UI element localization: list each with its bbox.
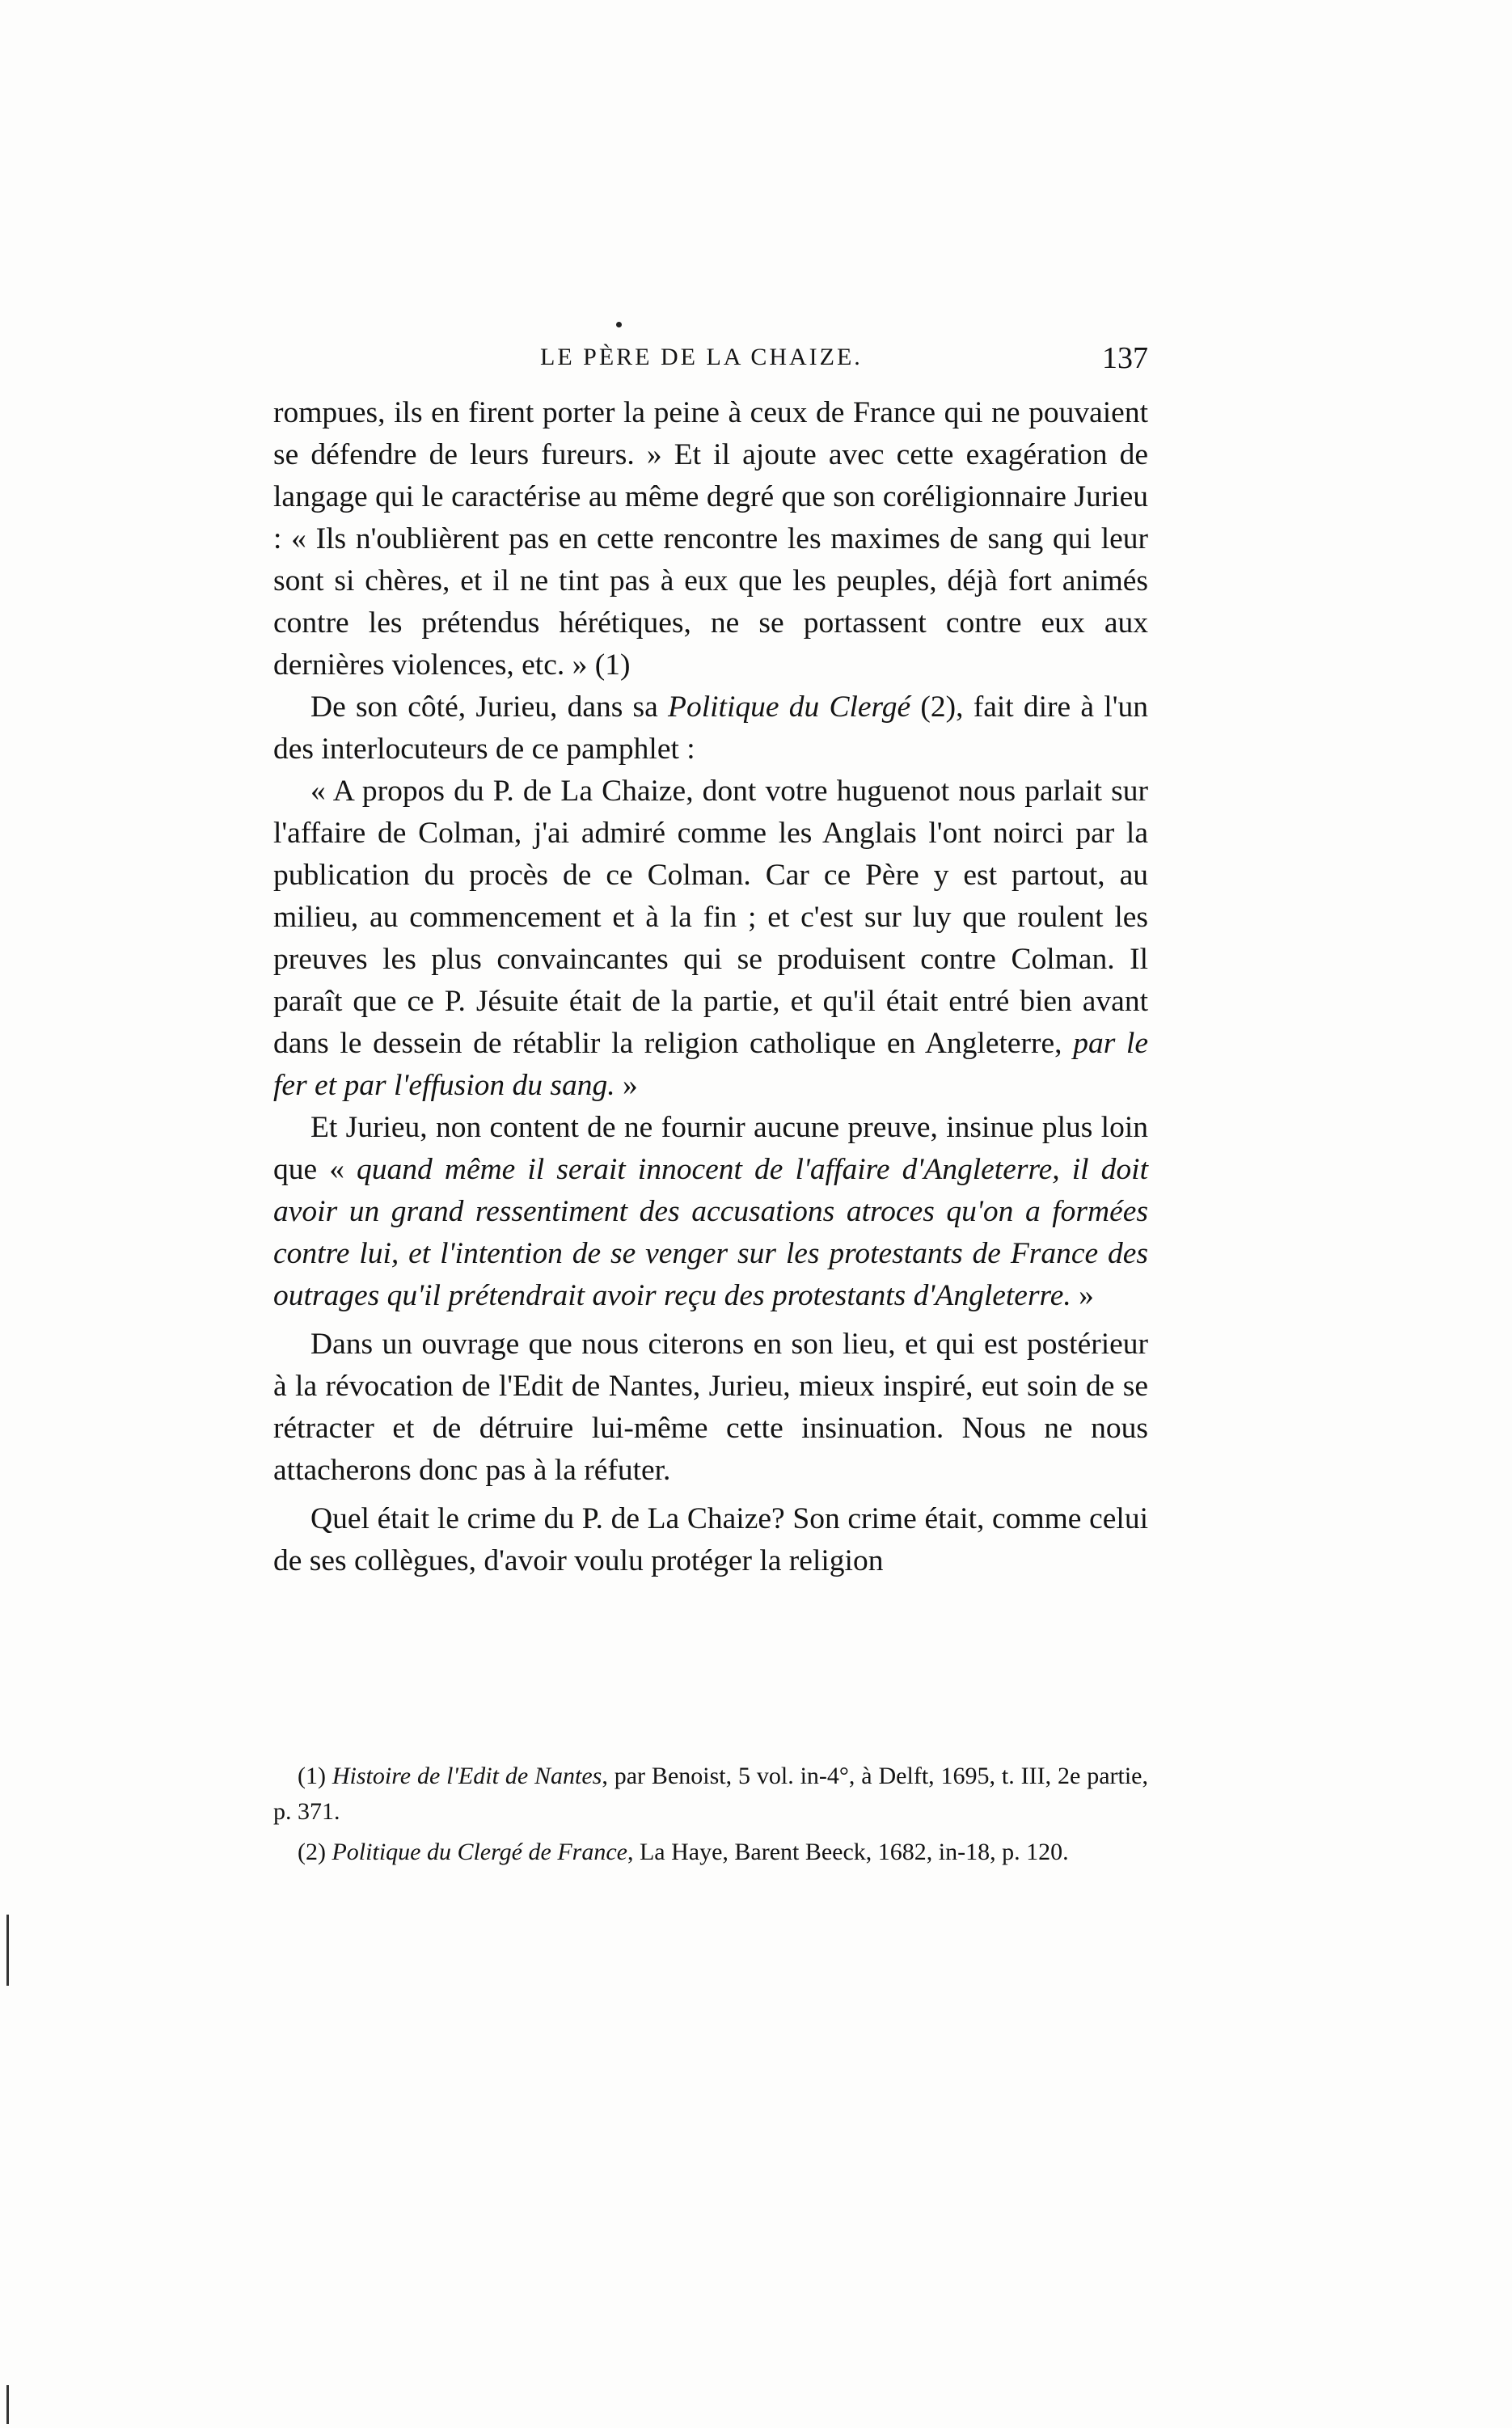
paragraph-5	[273, 1324, 1148, 1492]
footnote-1-number: (1)	[298, 1763, 332, 1789]
paragraph-2-text-a: De son côté, Jurieu, dans sa	[310, 690, 669, 724]
scan-edge-mark	[6, 2385, 9, 2424]
paragraph-2-italic: Politique du Clergé	[668, 690, 911, 724]
ink-dot	[616, 322, 622, 327]
scan-edge-mark	[6, 1915, 9, 1986]
paragraph-3-italic: par le fer et par l'effusion du sang.	[273, 1027, 1148, 1102]
footnote-1-title: Histoire de l'Edit de Nantes	[332, 1763, 602, 1789]
paragraph-6-text: Quel était le crime du P. de La Chaize? Son crime était, comme celui de ses collègues, d'avoir voulu protéger la religion	[273, 1502, 1148, 1577]
paragraph-5-text: Dans un ouvrage que nous citerons en son lieu, et qui est postérieur à la révocation de l'Edit de Nantes, Jurieu, mieux inspiré, eut soin de se rétracter et de détruire lui-même cette insinuation. Nous ne nous attacherons donc pas à la réfuter.	[273, 1328, 1148, 1487]
footnote-2	[273, 1835, 1148, 1870]
paragraph-4	[273, 1107, 1148, 1317]
footnote-1-text: , par Benoist, 5 vol. in-4°, à Delft, 1695, t. III, 2e partie, p. 371.	[273, 1763, 1148, 1825]
footnote-2-title: Politique du Clergé de France	[332, 1839, 627, 1865]
paragraph-3	[273, 771, 1148, 1107]
footnote-1	[273, 1759, 1148, 1830]
paragraph-1	[273, 392, 1148, 686]
running-title: LE PÈRE DE LA CHAIZE.	[540, 344, 863, 370]
footnote-2-text: , La Haye, Barent Beeck, 1682, in-18, p. 120.	[627, 1839, 1069, 1865]
page-number: 137	[1102, 341, 1148, 375]
paragraph-2-text-c: (2), fait dire à l'un des interlocuteurs de ce pamphlet :	[273, 690, 1148, 766]
body-text	[273, 392, 1148, 1582]
paragraph-3-text-c: »	[615, 1069, 638, 1102]
footnotes	[273, 1759, 1148, 1875]
paragraph-1-text: rompues, ils en firent porter la peine à ceux de France qui ne pouvaient se défendre de leurs fureurs. » Et il ajoute avec cette exagération de langage qui le caractérise au même degré que son coréligionnaire Jurieu : « Ils n'oublièrent pas en cette rencontre les maximes de sang qui leur sont si chères, et il ne tint pas à eux que les peuples, déjà fort animés contre les prétendus hérétiques, ne se portassent contre eux aux dernières violences, etc. » (1)	[273, 396, 1148, 682]
paragraph-4-text-a: Et Jurieu, non content de ne fournir aucune preuve, insinue plus loin que «	[273, 1111, 1148, 1186]
paragraph-6	[273, 1498, 1148, 1582]
paragraph-3-text-a: « A propos du P. de La Chaize, dont votre huguenot nous parlait sur l'affaire de Colman, j'ai admiré comme les Anglais l'ont noirci par la publication du procès de ce Colman. Car ce Père y est partout, au milieu, au commencement et à la fin ; et c'est sur luy que roulent les preuves les plus convaincantes qui se produisent contre Colman. Il paraît que ce P. Jésuite était de la partie, et qu'il était entré bien avant dans le dessein de rétablir la religion catholique en Angleterre,	[273, 775, 1148, 1060]
running-header	[273, 341, 1148, 384]
paragraph-4-text-c: »	[1071, 1279, 1094, 1312]
paragraph-2	[273, 686, 1148, 771]
paragraph-4-italic: quand même il serait innocent de l'affaire d'Angleterre, il doit avoir un grand ressentiment des accusations atroces qu'on a formées contre lui, et l'intention de se venger sur les protestants de France des outrages qu'il prétendrait avoir reçu des protestants d'Angleterre.	[273, 1153, 1148, 1312]
footnote-2-number: (2)	[298, 1839, 332, 1865]
